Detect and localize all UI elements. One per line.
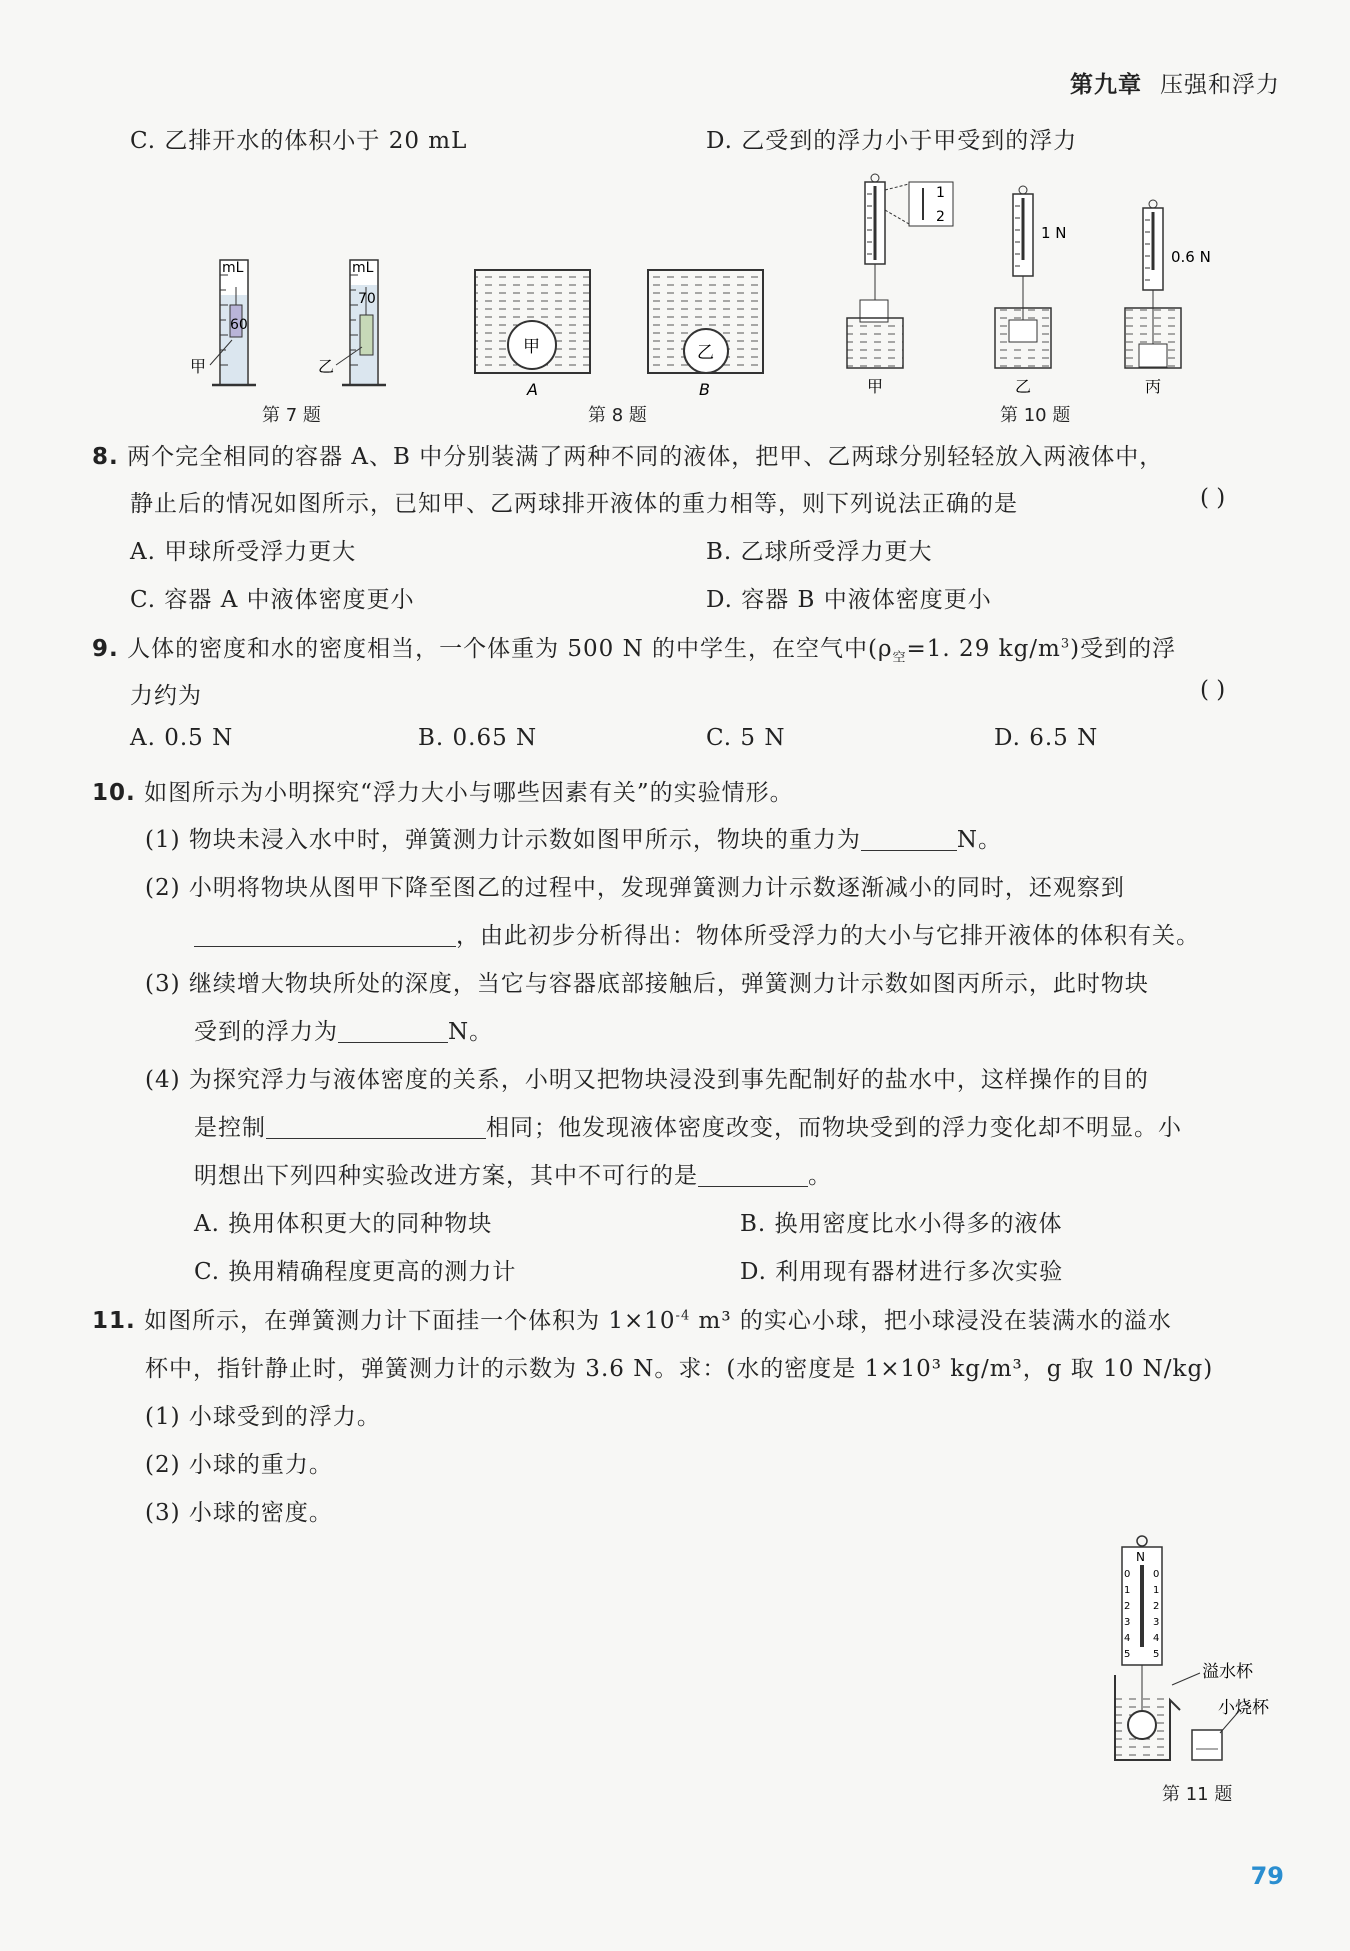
fig11-overflow-cup-apparatus <box>1100 1535 1300 1775</box>
q9-stem-2: 力约为 <box>130 683 202 709</box>
container-b-label: B <box>699 380 710 399</box>
q10-p3-blank[interactable] <box>338 1018 448 1043</box>
fig11-tick-r0: 0 <box>1153 1569 1160 1580</box>
fig11-tick-r1: 1 <box>1153 1585 1160 1596</box>
fig11-tick-r4: 4 <box>1153 1633 1160 1644</box>
ball-jia: 甲 <box>523 337 540 357</box>
fig11-tick-l1: 1 <box>1124 1585 1131 1596</box>
fig7-measuring-cylinders <box>190 255 410 395</box>
q8-line1 <box>92 438 1163 471</box>
fig11-tick-l3: 3 <box>1124 1617 1131 1628</box>
q9-line1 <box>92 630 1176 666</box>
cyl2-unit: mL <box>352 260 374 276</box>
fig10-caption: 第 10 题 <box>1000 405 1071 426</box>
q10-p4-period: 。 <box>808 1163 832 1189</box>
fig11-label-overflow-cup: 溢水杯 <box>1202 1662 1253 1682</box>
container-b <box>648 270 763 399</box>
q8-option-d: D. 容器 B 中液体密度更小 <box>706 587 992 613</box>
q10-p4-line3-text: 明想出下列四种实验改进方案，其中不可行的是 <box>194 1163 698 1189</box>
q9-answer-paren: ( ) <box>1200 677 1226 703</box>
q9-option-c: C. 5 N <box>706 725 786 751</box>
q9-stem-post: )受到的浮 <box>1070 636 1177 662</box>
fig11-unit: N <box>1136 1550 1145 1564</box>
fig7-caption: 第 7 题 <box>262 405 321 426</box>
chapter-header <box>1070 66 1280 99</box>
container-a <box>475 270 590 399</box>
q10-p2-text: ，由此初步分析得出：物体所受浮力的大小与它排开液体的体积有关。 <box>456 923 1200 949</box>
q10-part3-line1: (3) 继续增大物块所处的深度，当它与容器底部接触后，弹簧测力计示数如图丙所示，此时物块 <box>145 971 1149 997</box>
q9-superscript: 3 <box>1060 636 1071 652</box>
q9-rho-subscript: 空 <box>892 650 907 666</box>
q10-part1 <box>145 821 1002 854</box>
fig10-reading-yi: 1 N <box>1041 224 1067 242</box>
fig11-label-small-beaker: 小烧杯 <box>1218 1698 1269 1718</box>
q10-part4-line2 <box>194 1109 1182 1142</box>
cyl2-reading: 70 <box>358 291 376 307</box>
q10-part4-line3 <box>194 1157 832 1190</box>
page-number: 79 <box>1250 1862 1284 1890</box>
q10-option-b: B. 换用密度比水小得多的液体 <box>740 1211 1063 1237</box>
q9-option-b: B. 0.65 N <box>418 725 538 751</box>
q11-part2: (2) 小球的重力。 <box>145 1452 333 1478</box>
container-a-label: A <box>527 380 538 399</box>
q11-part3: (3) 小球的密度。 <box>145 1500 333 1526</box>
cyl1-unit: mL <box>222 260 244 276</box>
scale-jia <box>847 174 953 396</box>
q10-p1-unit: N。 <box>956 827 1003 853</box>
fig10-label-bing: 丙 <box>1145 377 1162 396</box>
cylinder-yi <box>318 260 386 385</box>
chapter-title: 压强和浮力 <box>1160 72 1280 98</box>
q10-p1-blank[interactable] <box>861 826 957 851</box>
fig10-spring-scales <box>845 170 1265 400</box>
chapter-number: 第九章 <box>1070 72 1142 98</box>
fig11-tick-l0: 0 <box>1124 1569 1131 1580</box>
q11-number: 11. <box>92 1308 136 1334</box>
fig11-tick-r3: 3 <box>1153 1617 1160 1628</box>
q10-option-d: D. 利用现有器材进行多次实验 <box>740 1259 1064 1285</box>
q10-line1 <box>92 774 794 807</box>
cyl1-reading: 60 <box>230 317 248 333</box>
fig11-caption: 第 11 题 <box>1162 1784 1233 1805</box>
fig10-label-jia: 甲 <box>867 377 884 396</box>
q10-p3-text: 受到的浮力为 <box>194 1019 338 1045</box>
fig11-tick-r5: 5 <box>1153 1649 1160 1660</box>
q10-part2-line1: (2) 小明将物块从图甲下降至图乙的过程中，发现弹簧测力计示数逐渐减小的同时，还观察到 <box>145 875 1125 901</box>
scale-bing <box>1125 200 1211 396</box>
q11-stem-pre: 如图所示，在弹簧测力计下面挂一个体积为 1×10 <box>144 1308 676 1334</box>
q10-number: 10. <box>92 780 136 806</box>
ball-yi: 乙 <box>697 343 714 363</box>
q8-number: 8. <box>92 444 119 470</box>
q10-p4-blank-1[interactable] <box>266 1114 486 1139</box>
q10-part4-line1: (4) 为探究浮力与液体密度的关系，小明又把物块浸没到事先配制好的盐水中，这样操作的目的 <box>145 1067 1149 1093</box>
q8-answer-paren: ( ) <box>1200 485 1226 511</box>
q10-p4-post: 相同；他发现液体密度改变，而物块受到的浮力变化却不明显。小 <box>486 1115 1182 1141</box>
q8-stem-1: 两个完全相同的容器 A、B 中分别装满了两种不同的液体，把甲、乙两球分别轻轻放入两液体中， <box>127 444 1164 470</box>
q11-exponent: -4 <box>675 1308 691 1324</box>
q10-p1-text: (1) 物块未浸入水中时，弹簧测力计示数如图甲所示，物块的重力为 <box>145 827 861 853</box>
q9-number: 9. <box>92 636 119 662</box>
q7-option-c: C. 乙排开水的体积小于 20 mL <box>130 128 468 154</box>
fig10-inset-1: 1 <box>936 185 945 201</box>
q9-option-d: D. 6.5 N <box>994 725 1099 751</box>
q10-p2-blank[interactable] <box>194 922 456 947</box>
q11-stem-2: 杯中，指针静止时，弹簧测力计的示数为 3.6 N。求：(水的密度是 1×10³ kg/m³，g 取 10 N/kg) <box>145 1356 1214 1382</box>
scale-yi <box>995 186 1067 396</box>
fig11-tick-r2: 2 <box>1153 1601 1160 1612</box>
q10-p3-unit: N。 <box>448 1019 494 1045</box>
fig11-tick-l4: 4 <box>1124 1633 1131 1644</box>
q8-stem-2: 静止后的情况如图所示，已知甲、乙两球排开液体的重力相等，则下列说法正确的是 <box>130 491 1018 517</box>
fig8-caption: 第 8 题 <box>588 405 647 426</box>
q8-option-c: C. 容器 A 中液体密度更小 <box>130 587 415 613</box>
cyl1-label: 甲 <box>190 357 207 376</box>
fig11-tick-l5: 5 <box>1124 1649 1131 1660</box>
q9-stem-pre: 人体的密度和水的密度相当，一个体重为 500 N 的中学生，在空气中(ρ <box>127 636 893 662</box>
fig10-reading-bing: 0.6 N <box>1171 248 1211 266</box>
q10-p4-pre: 是控制 <box>194 1115 266 1141</box>
q7-option-d: D. 乙受到的浮力小于甲受到的浮力 <box>706 128 1078 154</box>
q9-stem-mid: =1. 29 kg/m <box>906 636 1061 662</box>
fig11-tick-l2: 2 <box>1124 1601 1131 1612</box>
q11-line1 <box>92 1302 1172 1335</box>
q11-part1: (1) 小球受到的浮力。 <box>145 1404 381 1430</box>
fig8-containers <box>470 265 770 400</box>
q10-part2-line2 <box>194 917 1200 950</box>
cylinder-jia <box>190 260 256 385</box>
q8-option-b: B. 乙球所受浮力更大 <box>706 539 933 565</box>
q10-option-a: A. 换用体积更大的同种物块 <box>194 1211 493 1237</box>
cyl2-label: 乙 <box>318 357 335 376</box>
q10-part3-line2 <box>194 1013 493 1046</box>
q10-stem: 如图所示为小明探究“浮力大小与哪些因素有关”的实验情形。 <box>144 780 794 806</box>
fig10-inset-2: 2 <box>936 209 945 225</box>
q11-stem-post: m³ 的实心小球，把小球浸没在装满水的溢水 <box>690 1308 1172 1334</box>
q9-option-a: A. 0.5 N <box>130 725 234 751</box>
q8-option-a: A. 甲球所受浮力更大 <box>130 539 357 565</box>
fig10-label-yi: 乙 <box>1015 377 1032 396</box>
q10-p4-blank-2[interactable] <box>698 1162 808 1187</box>
q10-option-c: C. 换用精确程度更高的测力计 <box>194 1259 517 1285</box>
